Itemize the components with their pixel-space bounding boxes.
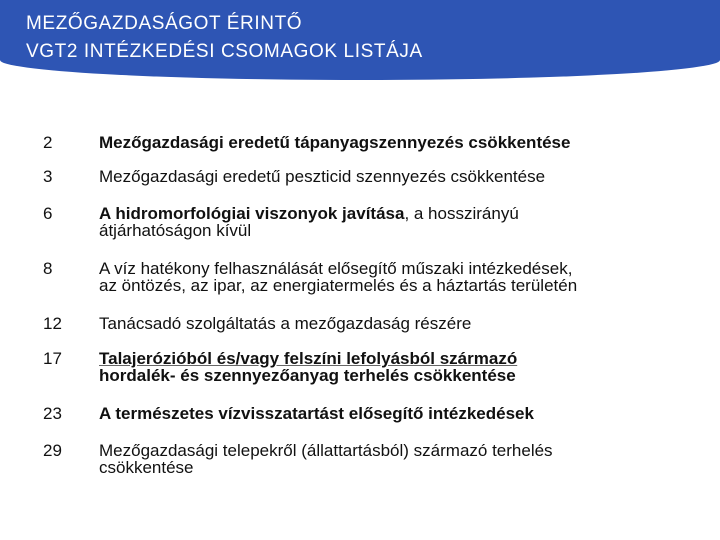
item-text-line: hordalék- és szennyezőanyag terhelés csökkentése	[99, 366, 516, 385]
item-number: 23	[43, 404, 62, 423]
item-text-line: Tanácsadó szolgáltatás a mezőgazdaság részére	[99, 314, 472, 333]
item-text-line: csökkentése	[99, 458, 194, 477]
item-text-line: A víz hatékony felhasználását elősegítő műszaki intézkedések,	[99, 259, 573, 278]
item-number: 12	[43, 314, 62, 333]
item-text	[99, 350, 679, 384]
item-number: 3	[43, 167, 53, 186]
item-text-line: Mezőgazdasági eredetű tápanyagszennyezés csökkentése	[99, 133, 571, 152]
item-number: 17	[43, 349, 62, 368]
item-text-line: Mezőgazdasági telepekről (állattartásból) származó terhelés	[99, 441, 553, 460]
title-banner	[0, 0, 720, 80]
item-text	[99, 442, 679, 476]
item-text-line: Talajerózióból és/vagy felszíni lefolyásból származó	[99, 349, 518, 368]
item-text-line: az öntözés, az ipar, az energiatermelés és a háztartás területén	[99, 276, 578, 295]
item-text	[99, 315, 679, 332]
slide-title-line-2: VGT2 INTÉZKEDÉSI CSOMAGOK LISTÁJA	[26, 41, 423, 62]
item-text-line	[99, 205, 679, 222]
item-text-line: átjárhatóságon kívül	[99, 221, 252, 240]
slide-title-line-1: MEZŐGAZDASÁGOT ÉRINTŐ	[26, 13, 303, 34]
item-number: 29	[43, 441, 62, 460]
item-number: 8	[43, 259, 53, 278]
item-text-line: A természetes vízvisszatartást elősegítő intézkedések	[99, 404, 534, 423]
item-text-line: Mezőgazdasági eredetű peszticid szennyezés csökkentése	[99, 167, 546, 186]
item-text-rest: , a hosszirányú	[404, 204, 519, 223]
slide-title	[26, 10, 423, 66]
item-text	[99, 134, 679, 151]
item-number: 6	[43, 204, 53, 223]
item-text	[99, 405, 679, 422]
item-text-bold: A hidromorfológiai viszonyok javítása	[99, 204, 405, 223]
item-text	[99, 260, 679, 294]
item-text	[99, 205, 679, 239]
item-number: 2	[43, 133, 53, 152]
item-text	[99, 168, 679, 185]
